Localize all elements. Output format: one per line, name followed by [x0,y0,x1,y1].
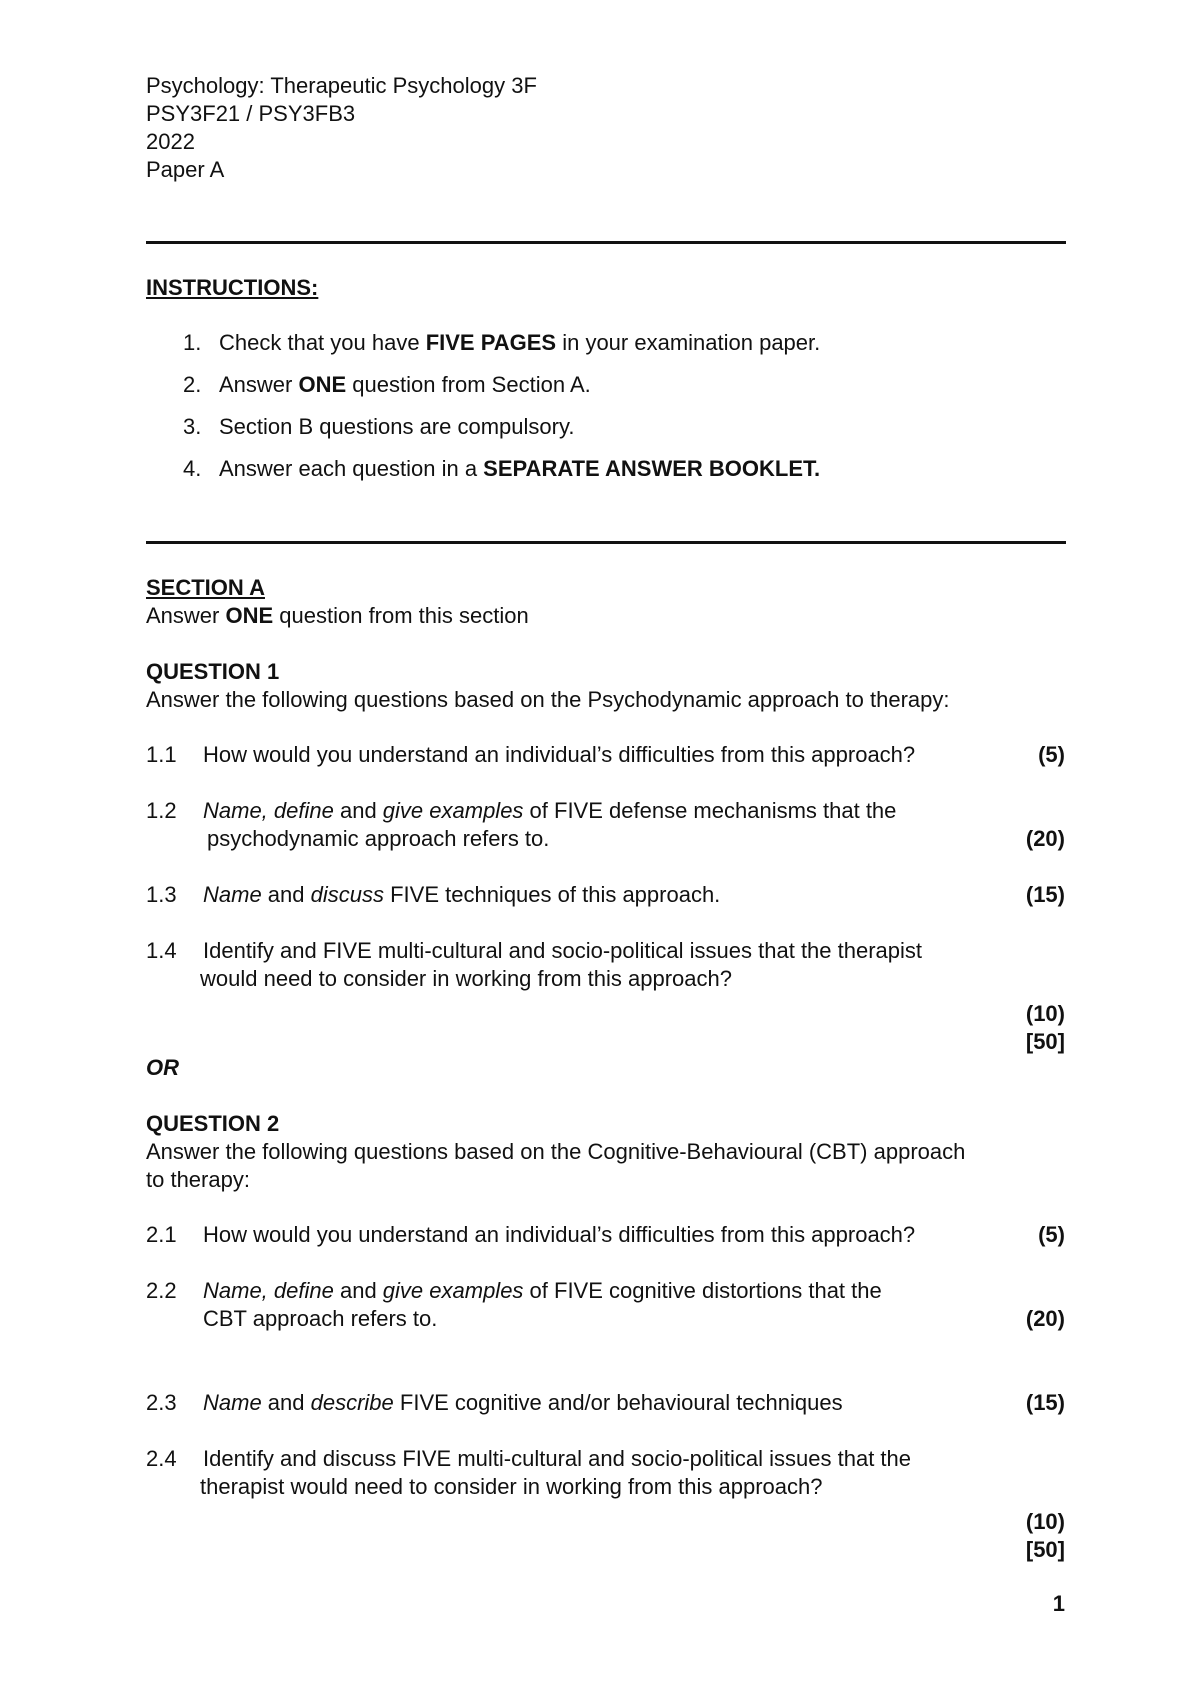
course-title: Psychology: Therapeutic Psychology 3F [146,73,537,98]
question-text-continued: would need to consider in working from this approach? [200,966,732,991]
divider-top [146,241,1066,244]
question-mark: (10) [1025,1001,1065,1026]
page-number: 1 [1052,1591,1065,1616]
instruction-number: 1. [183,330,202,355]
question-text-continued: therapist would need to consider in working from this approach? [200,1474,823,1499]
section-a-subtitle: Answer ONE question from this section [146,603,529,628]
question-text: Identify and FIVE multi-cultural and socio-political issues that the therapist [203,938,923,963]
question-number: 2.3 [146,1390,177,1415]
question-number: 1.4 [146,938,177,963]
question-text: How would you understand an individual’s difficulties from this approach? [203,1222,916,1247]
question-number: 2.1 [146,1222,177,1247]
question-2-title: QUESTION 2 [146,1111,280,1136]
question-total: [50] [1025,1537,1065,1562]
question-2-intro-continued: to therapy: [146,1167,250,1192]
section-a-heading: SECTION A [146,575,265,600]
question-total: [50] [1025,1029,1065,1054]
question-text-continued: CBT approach refers to. [203,1306,438,1331]
question-mark: (15) [1025,1390,1065,1415]
question-number: 1.1 [146,742,177,767]
instruction-item: Answer each question in a SEPARATE ANSWER BOOKLET. [219,456,821,481]
question-text: How would you understand an individual’s difficulties from this approach? [203,742,916,767]
paper-label: Paper A [146,157,225,182]
instruction-number: 4. [183,456,202,481]
question-1-intro: Answer the following questions based on the Psychodynamic approach to therapy: [146,687,950,712]
instructions-heading: INSTRUCTIONS: [146,275,319,300]
course-codes: PSY3F21 / PSY3FB3 [146,101,356,126]
question-mark: (20) [1025,1306,1065,1331]
exam-year: 2022 [146,129,195,154]
question-mark: (5) [1038,742,1065,767]
question-text: Name, define and give examples of FIVE defense mechanisms that the [203,798,897,823]
instruction-item: Section B questions are compulsory. [219,414,575,439]
divider-bottom [146,541,1066,544]
question-text: Name, define and give examples of FIVE cognitive distortions that the [203,1278,882,1303]
question-2-intro: Answer the following questions based on the Cognitive-Behavioural (CBT) approach [146,1139,966,1164]
or-separator: OR [146,1055,179,1080]
question-mark: (20) [1025,826,1065,851]
question-mark: (15) [1025,882,1065,907]
question-number: 2.4 [146,1446,177,1471]
question-number: 1.3 [146,882,177,907]
instruction-number: 2. [183,372,202,397]
question-text: Name and describe FIVE cognitive and/or behavioural techniques [203,1390,843,1415]
instruction-number: 3. [183,414,202,439]
instruction-item: Answer ONE question from Section A. [219,372,591,397]
question-1-title: QUESTION 1 [146,659,280,684]
question-number: 2.2 [146,1278,177,1303]
question-text: Identify and discuss FIVE multi-cultural and socio-political issues that the [203,1446,911,1471]
question-mark: (5) [1038,1222,1065,1247]
question-text-continued: psychodynamic approach refers to. [207,826,550,851]
question-number: 1.2 [146,798,177,823]
question-mark: (10) [1025,1509,1065,1534]
instruction-item: Check that you have FIVE PAGES in your examination paper. [219,330,821,355]
question-text: Name and discuss FIVE techniques of this approach. [203,882,721,907]
